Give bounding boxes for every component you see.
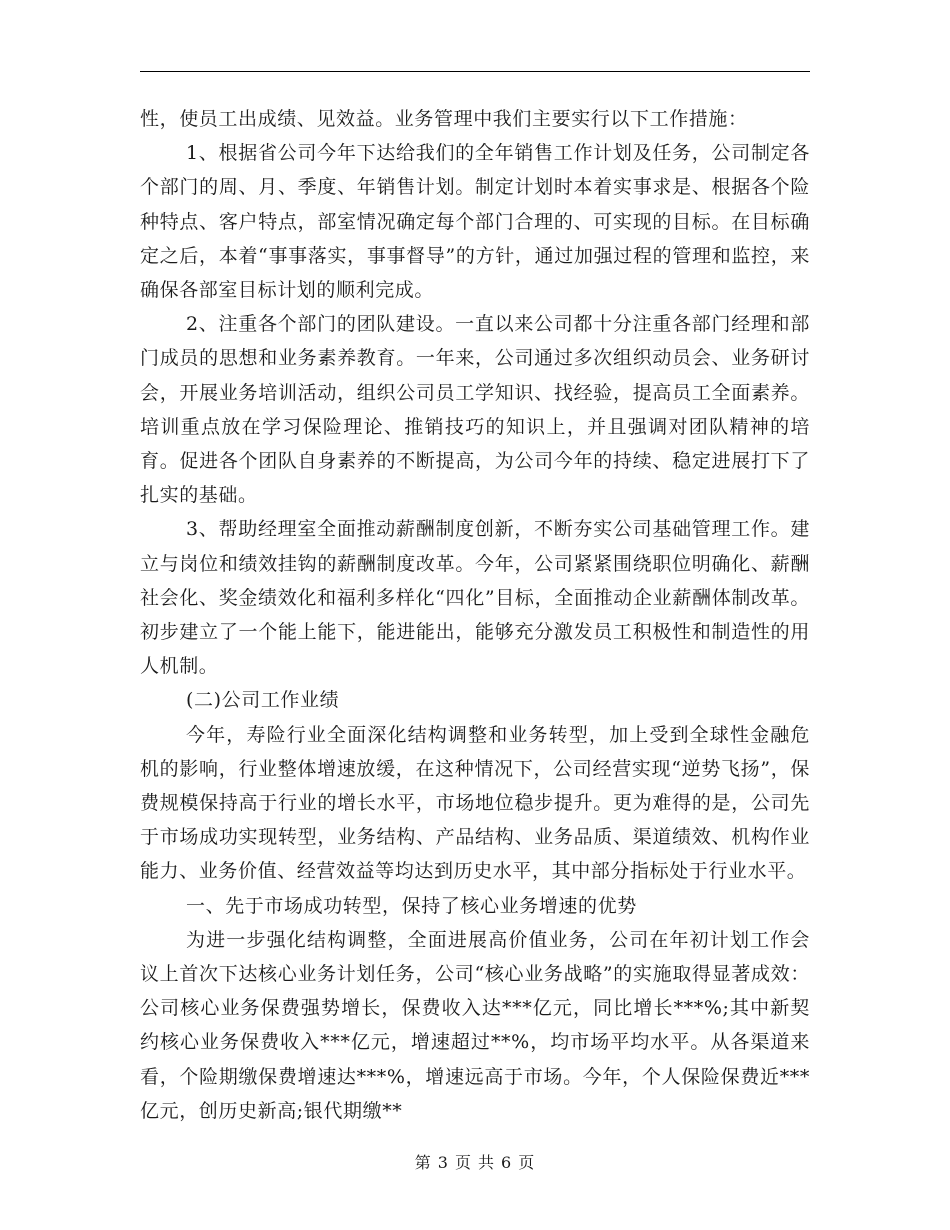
page-total-prefix: 共 bbox=[478, 1153, 496, 1172]
paragraph: 今年，寿险行业全面深化结构调整和业务转型，加上受到全球性金融危机的影响，行业整体增速放缓，在这种情况下，公司经营实现“逆势飞扬”，保费规模保持高于行业的增长水平，市场地位稳步提升。更为难得的是，公司先于市场成功实现转型，业务结构、产品结构、业务品质、渠道绩效、机构作业能力、业务价值、经营效益等均达到历史水平，其中部分指标处于行业水平。 bbox=[140, 723, 810, 883]
paragraph: 1、根据省公司今年下达给我们的全年销售工作计划及任务，公司制定各个部门的周、月、季度、年销售计划。制定计划时本着实事求是、根据各个险种特点、客户特点，部室情况确定每个部门合理的、可实现的目标。在目标确定之后，本着“事事落实，事事督导”的方针，通过加强过程的管理和监控，来确保各部室目标计划的顺利完成。 bbox=[140, 142, 810, 302]
section-heading: (二)公司工作业绩 bbox=[186, 689, 340, 712]
paragraph: 性，使员工出成绩、见效益。业务管理中我们主要实行以下工作措施： bbox=[140, 108, 748, 130]
page-label-mid: 页 bbox=[454, 1153, 472, 1172]
header-rule bbox=[140, 71, 810, 72]
paragraph: 3、帮助经理室全面推动薪酬制度创新，不断夯实公司基础管理工作。建立与岗位和绩效挂钩的薪酬制度改革。今年，公司紧紧围绕职位明确化、薪酬社会化、奖金绩效化和福利多样化“四化”目标，全面推动企业薪酬体制改革。初步建立了一个能上能下，能进能出，能够充分激发员工积极性和制造性的用人机制。 bbox=[140, 518, 810, 678]
page-label-prefix: 第 bbox=[414, 1153, 432, 1172]
paragraph: 为进一步强化结构调整，全面进展高价值业务，公司在年初计划工作会议上首次下达核心业务计划任务，公司“核心业务战略”的实施取得显著成效：公司核心业务保费强势增长，保费收入达***亿元，同比增长***%;其中新契约核心业务保费收入***亿元，增速超过**%，均市场平均水平。从各渠道来看，个险期缴保费增速达***%，增速远高于市场。今年，个人保险保费近***亿元，创历史新高;银代期缴** bbox=[140, 928, 810, 1122]
page-label-suffix: 页 bbox=[518, 1153, 536, 1172]
page-total: 6 bbox=[501, 1153, 513, 1172]
page-current: 3 bbox=[437, 1153, 449, 1172]
paragraph: 2、注重各个部门的团队建设。一直以来公司都十分注重各部门经理和部门成员的思想和业务素养教育。一年来，公司通过多次组织动员会、业务研讨会，开展业务培训活动，组织公司员工学知识、找经验，提高员工全面素养。培训重点放在学习保险理论、推销技巧的知识上，并且强调对团队精神的培育。促进各个团队自身素养的不断提高，为公司今年的持续、稳定进展打下了扎实的基础。 bbox=[140, 313, 810, 507]
page-footer bbox=[0, 1150, 950, 1173]
document-body bbox=[140, 102, 810, 1128]
section-heading: 一、先于市场成功转型，保持了核心业务增速的优势 bbox=[186, 894, 637, 917]
